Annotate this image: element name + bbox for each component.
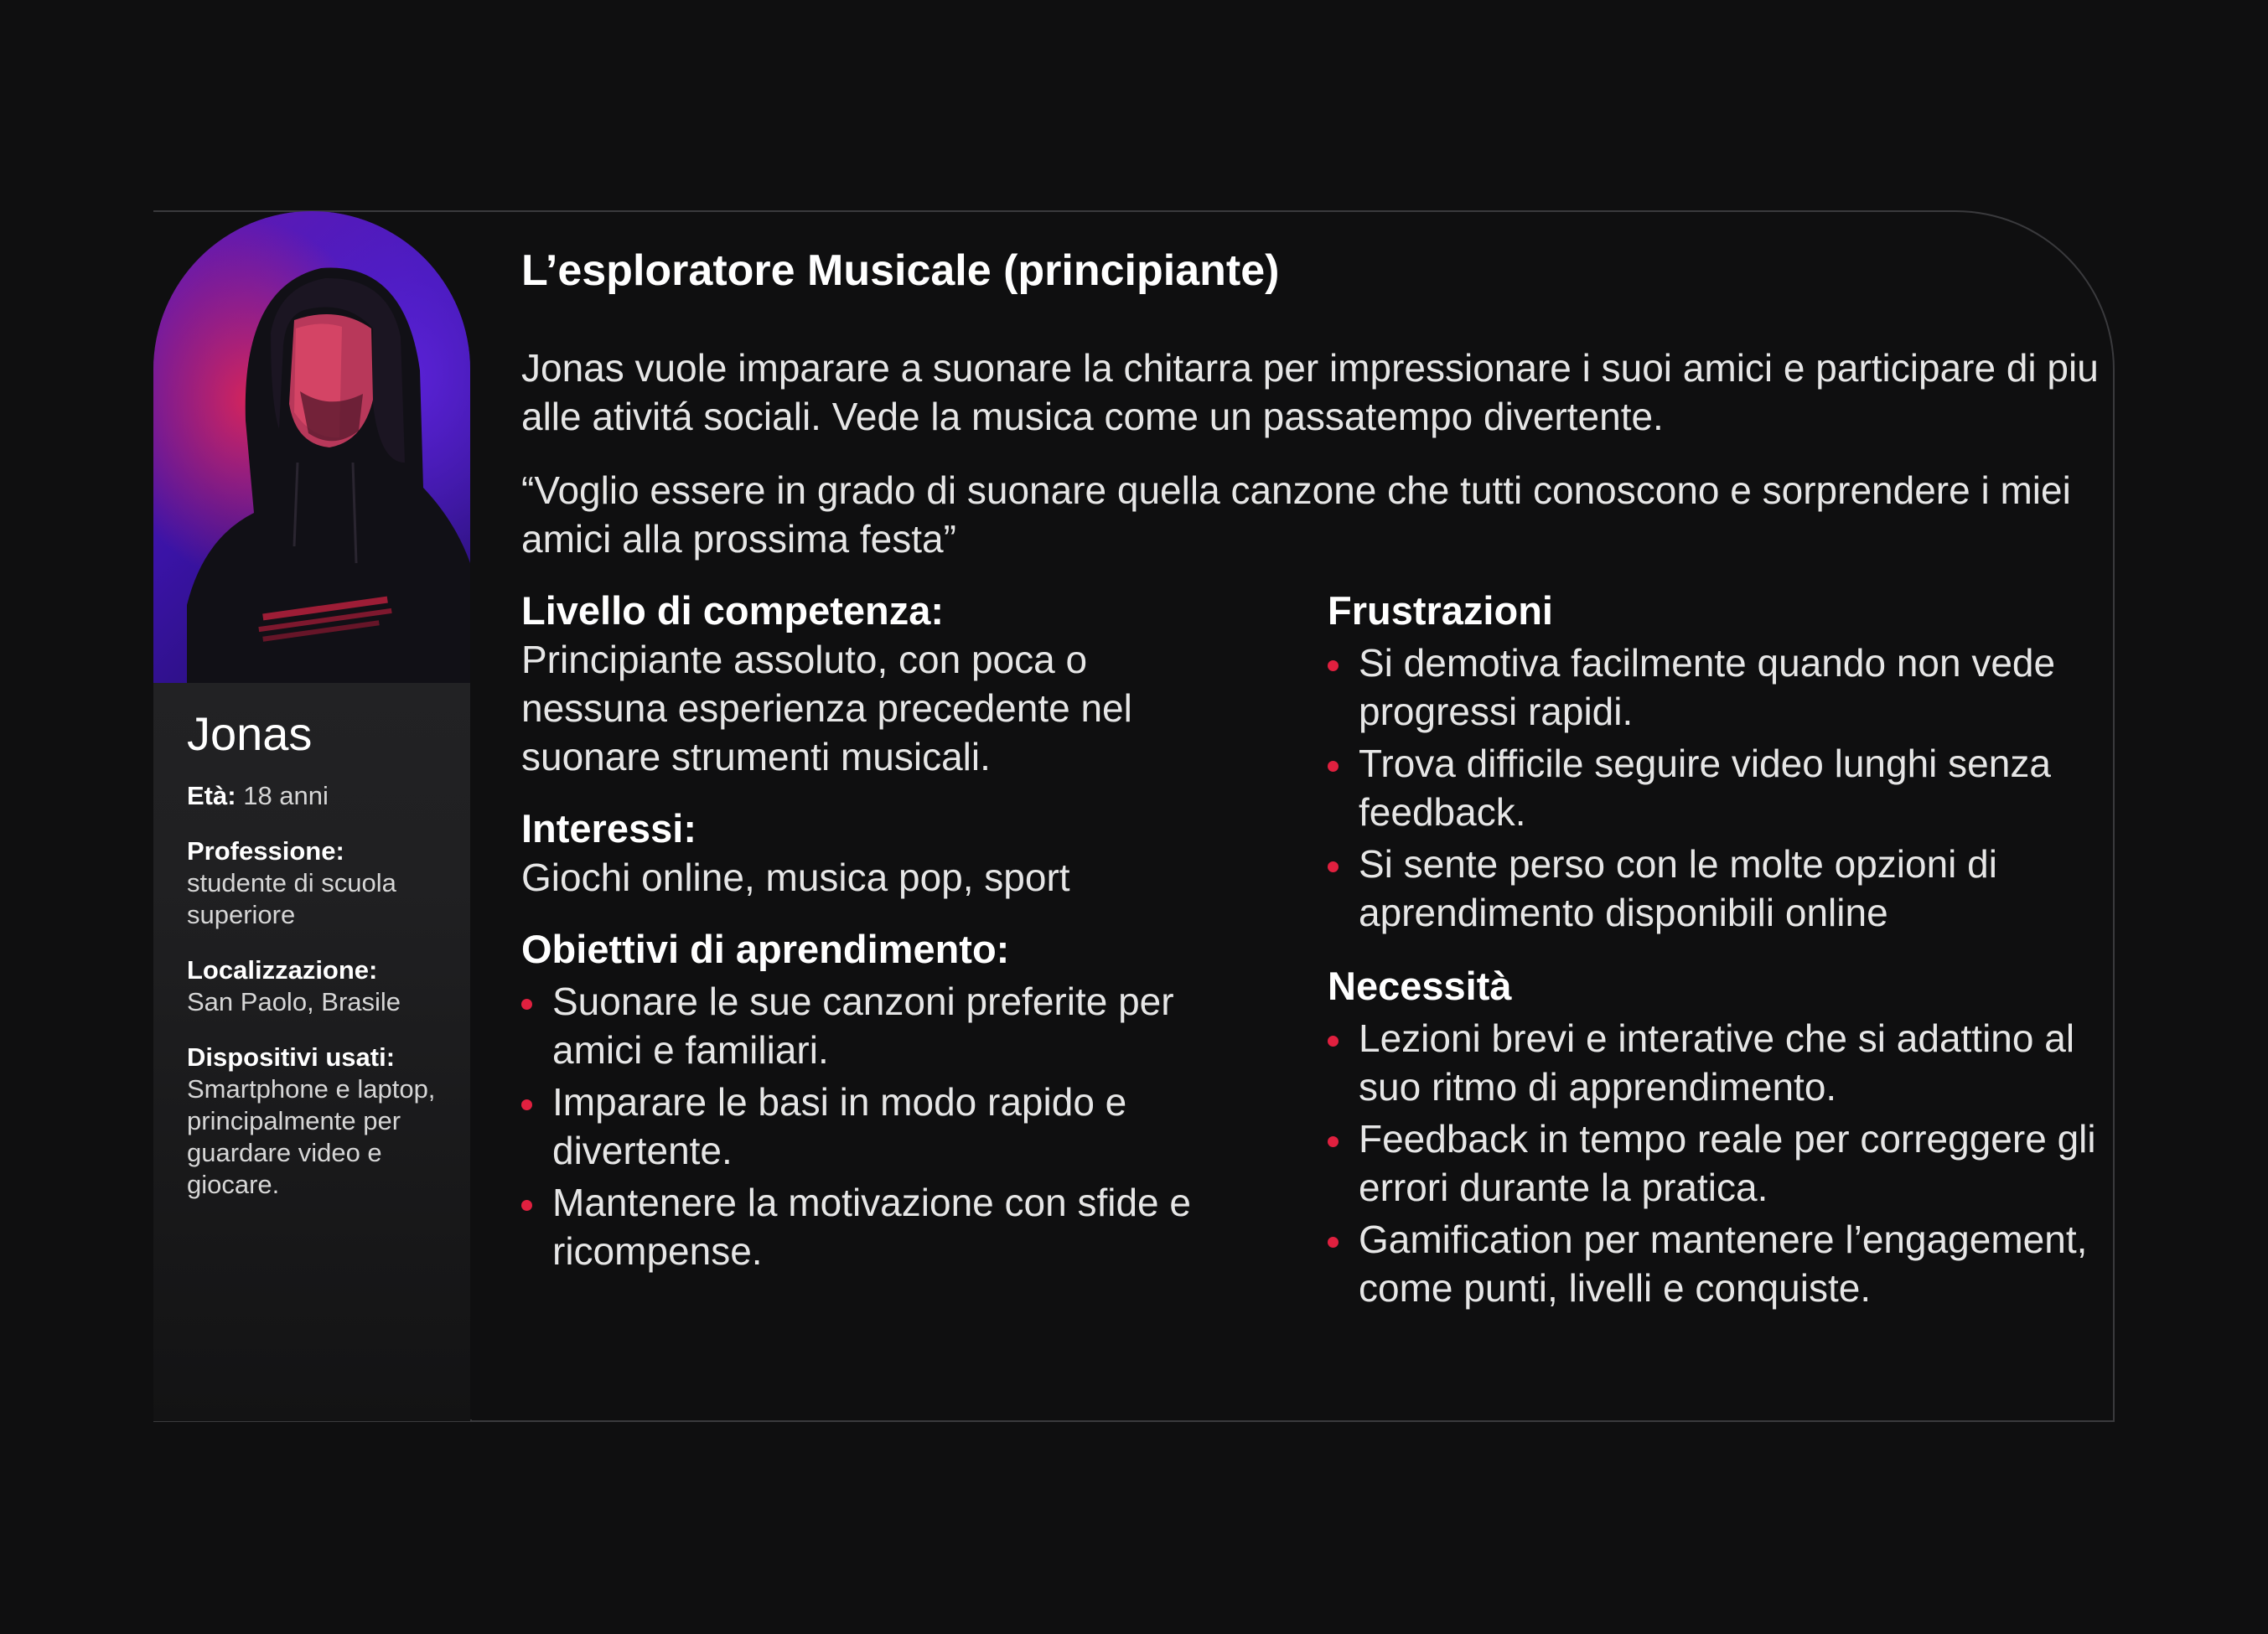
needs-list — [1328, 1014, 2107, 1312]
persona-sidebar — [153, 211, 470, 1421]
skill-heading: Livello di competenza: — [521, 588, 945, 633]
bullet-icon — [1328, 1136, 1339, 1147]
location-value: San Paolo, Brasile — [187, 987, 401, 1017]
interests-heading: Interessi: — [521, 806, 696, 851]
need-text: Gamification per mantenere l’engagement, come punti, livelli e conquiste. — [1359, 1218, 2088, 1310]
need-text: Lezioni brevi e interative che si adattino al suo ritmo di apprendimento. — [1359, 1016, 2075, 1109]
goal-text: Suonare le sue canzoni preferite per amici e familiari. — [552, 980, 1174, 1072]
bullet-icon — [1328, 660, 1339, 671]
list-item — [1328, 739, 2107, 836]
needs-heading: Necessità — [1328, 964, 1512, 1008]
persona-location — [187, 954, 447, 1018]
list-item — [521, 1078, 1192, 1175]
list-item — [521, 1178, 1192, 1275]
need-text: Feedback in tempo reale per correggere gli errori durante la pratica. — [1359, 1117, 2096, 1209]
persona-info — [187, 706, 447, 1224]
persona-profession — [187, 835, 447, 931]
goal-text: Imparare le basi in modo rapido e divertente. — [552, 1080, 1127, 1172]
bullet-icon — [1328, 1237, 1339, 1248]
frustration-text: Si sente perso con le molte opzioni di aprendimento disponibili online — [1359, 842, 1997, 934]
persona-description: Jonas vuole imparare a suonare la chitarra per impressionare i suoi amici e participare di piu alle ativitá sociali. Vede la musica come un passatempo divertente. — [521, 346, 2099, 438]
frustration-text: Trova difficile seguire video lunghi senza feedback. — [1359, 742, 2051, 834]
persona-devices — [187, 1042, 447, 1201]
persona-quote: “Voglio essere in grado di suonare quella canzone che tutti conoscono e sorprendere i miei amici alla prossima festa” — [521, 468, 2071, 561]
frustrations-list — [1328, 639, 2107, 937]
persona-photo — [153, 211, 470, 683]
devices-label: Dispositivi usati: — [187, 1042, 396, 1073]
persona-age — [187, 780, 447, 812]
list-item — [1328, 639, 2107, 736]
bullet-icon — [521, 999, 532, 1010]
frustration-text: Si demotiva facilmente quando non vede progressi rapidi. — [1359, 641, 2056, 733]
devices-value: Smartphone e laptop, principalmente per guardare video e giocare. — [187, 1074, 436, 1200]
bullet-icon — [1328, 761, 1339, 772]
goal-text: Mantenere la motivazione con sfide e ricompense. — [552, 1181, 1191, 1273]
list-item — [1328, 1014, 2107, 1111]
persona-title: L’esploratore Musicale (principiante) — [521, 246, 1280, 295]
profession-value: studente di scuola superiore — [187, 868, 396, 930]
bullet-icon — [521, 1099, 532, 1110]
right-column — [1328, 587, 2107, 1337]
frustrations-heading: Frustrazioni — [1328, 588, 1553, 633]
bullet-icon — [521, 1200, 532, 1211]
interests-text: Giochi online, musica pop, sport — [521, 856, 1070, 899]
goals-heading: Obiettivi di aprendimento: — [521, 927, 1010, 971]
age-label: Età: — [187, 781, 236, 811]
bullet-icon — [1328, 1036, 1339, 1047]
person-photo-icon — [153, 211, 470, 683]
bullet-icon — [1328, 861, 1339, 872]
goals-list — [521, 977, 1192, 1275]
persona-main — [521, 243, 2105, 1310]
list-item — [1328, 1215, 2107, 1312]
left-column — [521, 587, 1192, 1300]
age-value: 18 anni — [243, 781, 329, 811]
persona-name: Jonas — [187, 707, 313, 760]
list-item — [521, 977, 1192, 1074]
profession-label: Professione: — [187, 836, 344, 866]
skill-text: Principiante assoluto, con poca o nessuna esperienza precedente nel suonare strumenti musicali. — [521, 638, 1132, 778]
location-label: Localizzazione: — [187, 955, 378, 985]
list-item — [1328, 1114, 2107, 1212]
list-item — [1328, 840, 2107, 937]
